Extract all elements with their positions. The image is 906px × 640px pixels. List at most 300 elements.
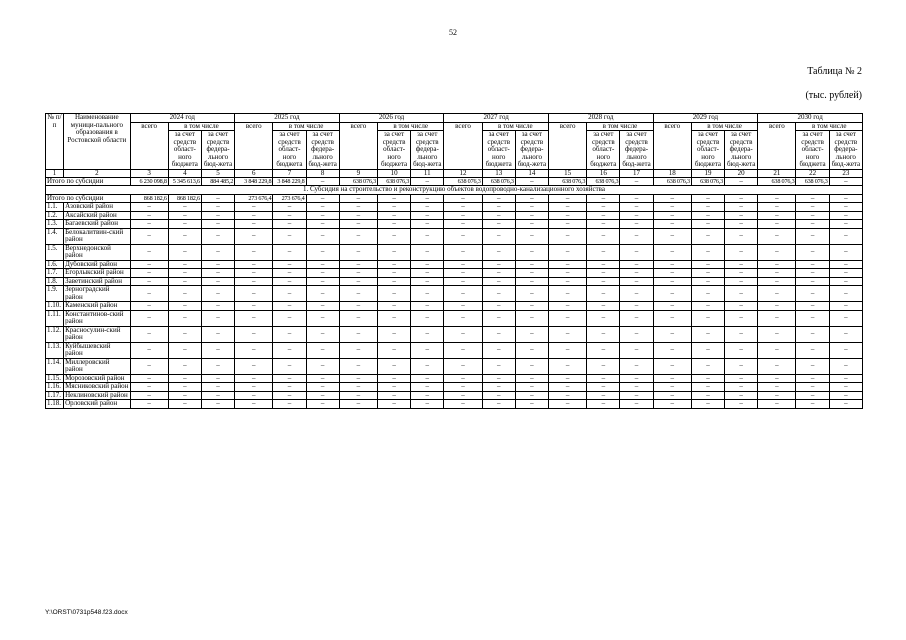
row-value: – xyxy=(482,269,515,278)
row-value: – xyxy=(758,211,796,220)
row-value: – xyxy=(691,383,724,392)
row-value: – xyxy=(168,277,201,286)
header-name: Наименование муници-пального образования в Ростовской области xyxy=(64,114,130,170)
header-year: 2028 год xyxy=(549,114,654,123)
row-value: – xyxy=(411,383,444,392)
total-row-value: 638 076,3 xyxy=(482,177,515,186)
row-number: 1.13. xyxy=(46,342,64,358)
section-total-value: – xyxy=(339,194,377,203)
section-total-value: 273 676,4 xyxy=(235,194,273,203)
row-value: – xyxy=(273,269,306,278)
header-total: всего xyxy=(339,122,377,169)
row-value: – xyxy=(758,203,796,212)
row-value: – xyxy=(549,326,587,342)
header-including: в том числе xyxy=(377,122,443,131)
row-value: – xyxy=(653,383,691,392)
row-value: – xyxy=(339,383,377,392)
row-value: – xyxy=(339,400,377,409)
row-value: – xyxy=(549,220,587,229)
row-district-name: Куйбышевский район xyxy=(64,342,130,358)
row-value: – xyxy=(515,400,548,409)
table-title: Таблица № 2 xyxy=(807,66,862,77)
row-value: – xyxy=(339,342,377,358)
total-row-value: 6 230 098,8 xyxy=(130,177,168,186)
section-total-row xyxy=(46,194,863,203)
header-including: в том числе xyxy=(482,122,548,131)
table-row xyxy=(46,220,863,229)
row-value: – xyxy=(273,358,306,374)
row-value: – xyxy=(482,244,515,260)
row-value: – xyxy=(273,374,306,383)
row-value: – xyxy=(201,358,234,374)
row-value: – xyxy=(377,391,410,400)
row-value: – xyxy=(620,260,653,269)
row-value: – xyxy=(168,400,201,409)
row-district-name: Неклиновский район xyxy=(64,391,130,400)
row-value: – xyxy=(691,391,724,400)
row-number: 1.11. xyxy=(46,310,64,326)
header-federal-budget: за счет средств федера-льного бюд-жета xyxy=(620,131,653,170)
row-district-name: Морозовский район xyxy=(64,374,130,383)
row-value: – xyxy=(796,244,829,260)
row-value: – xyxy=(168,374,201,383)
column-number: 16 xyxy=(587,169,620,177)
row-value: – xyxy=(235,302,273,311)
row-value: – xyxy=(444,326,482,342)
row-value: – xyxy=(201,310,234,326)
row-value: – xyxy=(587,310,620,326)
row-value: – xyxy=(691,400,724,409)
row-number: 1.1. xyxy=(46,203,64,212)
row-value: – xyxy=(691,203,724,212)
column-number: 14 xyxy=(515,169,548,177)
total-row-value: – xyxy=(829,177,862,186)
row-value: – xyxy=(377,342,410,358)
total-row-value: 638 076,3 xyxy=(339,177,377,186)
row-value: – xyxy=(444,244,482,260)
section-total-value: – xyxy=(829,194,862,203)
row-value: – xyxy=(620,374,653,383)
column-number: 18 xyxy=(653,169,691,177)
header-including: в том числе xyxy=(796,122,863,131)
row-value: – xyxy=(411,286,444,302)
column-number: 1 xyxy=(46,169,64,177)
row-district-name: Верхнедонской район xyxy=(64,244,130,260)
total-row xyxy=(46,177,863,186)
row-value: – xyxy=(587,391,620,400)
row-value: – xyxy=(411,310,444,326)
row-value: – xyxy=(130,211,168,220)
row-value: – xyxy=(130,203,168,212)
table-row xyxy=(46,358,863,374)
row-value: – xyxy=(130,358,168,374)
row-value: – xyxy=(796,400,829,409)
row-value: – xyxy=(201,269,234,278)
row-value: – xyxy=(235,260,273,269)
row-value: – xyxy=(620,277,653,286)
row-value: – xyxy=(620,228,653,244)
row-district-name: Егорлыкский район xyxy=(64,269,130,278)
total-row-value: 638 076,3 xyxy=(549,177,587,186)
row-value: – xyxy=(235,326,273,342)
row-value: – xyxy=(587,374,620,383)
row-number: 1.14. xyxy=(46,358,64,374)
header-including: в том числе xyxy=(273,122,339,131)
row-value: – xyxy=(549,286,587,302)
row-number: 1.7. xyxy=(46,269,64,278)
row-value: – xyxy=(306,260,339,269)
total-row-value: 5 345 613,6 xyxy=(168,177,201,186)
row-value: – xyxy=(130,342,168,358)
row-value: – xyxy=(201,277,234,286)
row-value: – xyxy=(306,228,339,244)
row-value: – xyxy=(306,374,339,383)
row-value: – xyxy=(725,400,758,409)
row-number: 1.8. xyxy=(46,277,64,286)
row-value: – xyxy=(377,220,410,229)
row-number: 1.16. xyxy=(46,383,64,392)
table-row xyxy=(46,203,863,212)
row-value: – xyxy=(796,228,829,244)
row-value: – xyxy=(482,302,515,311)
row-value: – xyxy=(549,260,587,269)
row-value: – xyxy=(482,400,515,409)
table-row xyxy=(46,326,863,342)
row-value: – xyxy=(273,342,306,358)
row-value: – xyxy=(339,286,377,302)
row-value: – xyxy=(725,220,758,229)
row-value: – xyxy=(235,400,273,409)
header-federal-budget: за счет средств федера-льного бюд-жета xyxy=(725,131,758,170)
row-value: – xyxy=(130,260,168,269)
table-row xyxy=(46,244,863,260)
row-value: – xyxy=(168,302,201,311)
header-federal-budget: за счет средств федера-льного бюд-жета xyxy=(201,131,234,170)
row-value: – xyxy=(515,342,548,358)
row-value: – xyxy=(758,391,796,400)
row-value: – xyxy=(273,302,306,311)
row-value: – xyxy=(201,374,234,383)
row-value: – xyxy=(829,260,862,269)
table-row xyxy=(46,277,863,286)
row-value: – xyxy=(306,302,339,311)
row-value: – xyxy=(620,391,653,400)
row-value: – xyxy=(130,302,168,311)
row-district-name: Белокалитвин-ский район xyxy=(64,228,130,244)
row-value: – xyxy=(796,260,829,269)
header-total: всего xyxy=(653,122,691,169)
row-value: – xyxy=(306,244,339,260)
row-value: – xyxy=(549,244,587,260)
row-value: – xyxy=(515,374,548,383)
row-value: – xyxy=(306,277,339,286)
row-value: – xyxy=(306,211,339,220)
section-total-value: 868 182,6 xyxy=(130,194,168,203)
row-value: – xyxy=(130,400,168,409)
row-value: – xyxy=(377,310,410,326)
row-value: – xyxy=(587,326,620,342)
section-total-value: – xyxy=(725,194,758,203)
row-value: – xyxy=(515,383,548,392)
section-total-value: – xyxy=(444,194,482,203)
row-value: – xyxy=(201,383,234,392)
row-value: – xyxy=(796,220,829,229)
row-value: – xyxy=(168,228,201,244)
file-path-footer: Y:\ORST\0731p548.f23.docx xyxy=(45,609,128,616)
row-value: – xyxy=(444,302,482,311)
column-number: 10 xyxy=(377,169,410,177)
row-district-name: Азовский район xyxy=(64,203,130,212)
row-value: – xyxy=(168,342,201,358)
row-value: – xyxy=(339,326,377,342)
row-value: – xyxy=(444,211,482,220)
row-value: – xyxy=(201,302,234,311)
row-value: – xyxy=(653,244,691,260)
row-value: – xyxy=(482,203,515,212)
row-value: – xyxy=(691,302,724,311)
row-value: – xyxy=(725,374,758,383)
column-number: 2 xyxy=(64,169,130,177)
row-value: – xyxy=(758,220,796,229)
header-year: 2026 год xyxy=(339,114,444,123)
row-value: – xyxy=(130,269,168,278)
row-value: – xyxy=(620,302,653,311)
row-value: – xyxy=(758,342,796,358)
row-value: – xyxy=(758,383,796,392)
row-value: – xyxy=(653,342,691,358)
row-district-name: Багаевский район xyxy=(64,220,130,229)
row-value: – xyxy=(587,211,620,220)
row-number: 1.5. xyxy=(46,244,64,260)
row-value: – xyxy=(168,244,201,260)
row-value: – xyxy=(829,302,862,311)
table-row xyxy=(46,310,863,326)
section-total-value: – xyxy=(201,194,234,203)
total-row-value: – xyxy=(725,177,758,186)
row-number: 1.10. xyxy=(46,302,64,311)
row-value: – xyxy=(411,326,444,342)
row-value: – xyxy=(758,326,796,342)
section-title-row xyxy=(46,186,863,195)
units-label: (тыс. рублей) xyxy=(805,90,862,101)
row-value: – xyxy=(515,302,548,311)
row-value: – xyxy=(725,244,758,260)
section-total-value: – xyxy=(587,194,620,203)
total-row-value: 638 076,3 xyxy=(758,177,796,186)
row-value: – xyxy=(168,203,201,212)
row-value: – xyxy=(653,391,691,400)
row-value: – xyxy=(201,244,234,260)
row-value: – xyxy=(444,400,482,409)
table-row xyxy=(46,391,863,400)
row-value: – xyxy=(339,203,377,212)
row-district-name: Зерноградский район xyxy=(64,286,130,302)
row-value: – xyxy=(339,244,377,260)
row-value: – xyxy=(235,228,273,244)
row-value: – xyxy=(796,374,829,383)
row-value: – xyxy=(796,342,829,358)
row-value: – xyxy=(482,220,515,229)
row-value: – xyxy=(587,286,620,302)
row-value: – xyxy=(515,277,548,286)
row-district-name: Дубовский район xyxy=(64,260,130,269)
header-total: всего xyxy=(549,122,587,169)
row-value: – xyxy=(796,277,829,286)
row-value: – xyxy=(235,203,273,212)
row-value: – xyxy=(691,244,724,260)
header-row-years xyxy=(46,114,863,123)
row-value: – xyxy=(377,326,410,342)
row-value: – xyxy=(444,220,482,229)
row-value: – xyxy=(725,326,758,342)
row-value: – xyxy=(829,326,862,342)
row-value: – xyxy=(306,358,339,374)
row-value: – xyxy=(549,374,587,383)
column-number: 9 xyxy=(339,169,377,177)
column-number: 23 xyxy=(829,169,862,177)
row-value: – xyxy=(377,203,410,212)
row-value: – xyxy=(587,228,620,244)
row-value: – xyxy=(758,260,796,269)
total-row-value: – xyxy=(620,177,653,186)
header-regional-budget: за счет средств област-ного бюджета xyxy=(796,131,829,170)
table-row xyxy=(46,269,863,278)
total-row-value: 638 076,3 xyxy=(796,177,829,186)
section-total-value: – xyxy=(620,194,653,203)
row-value: – xyxy=(620,244,653,260)
row-value: – xyxy=(130,326,168,342)
row-value: – xyxy=(235,220,273,229)
column-number: 12 xyxy=(444,169,482,177)
header-federal-budget: за счет средств федера-льного бюд-жета xyxy=(515,131,548,170)
row-value: – xyxy=(201,391,234,400)
row-value: – xyxy=(201,228,234,244)
row-value: – xyxy=(758,286,796,302)
row-value: – xyxy=(691,269,724,278)
row-value: – xyxy=(620,383,653,392)
row-value: – xyxy=(829,310,862,326)
header-num: № п/п xyxy=(46,114,64,170)
row-value: – xyxy=(482,391,515,400)
row-value: – xyxy=(411,228,444,244)
row-value: – xyxy=(339,310,377,326)
row-value: – xyxy=(339,269,377,278)
row-value: – xyxy=(549,383,587,392)
row-value: – xyxy=(377,374,410,383)
row-value: – xyxy=(829,391,862,400)
row-value: – xyxy=(444,228,482,244)
total-row-value: 638 076,3 xyxy=(653,177,691,186)
row-value: – xyxy=(482,211,515,220)
row-value: – xyxy=(482,260,515,269)
header-regional-budget: за счет средств област-ного бюджета xyxy=(482,131,515,170)
row-value: – xyxy=(725,228,758,244)
column-number: 4 xyxy=(168,169,201,177)
row-value: – xyxy=(725,310,758,326)
row-value: – xyxy=(829,211,862,220)
row-value: – xyxy=(691,310,724,326)
header-row-groups xyxy=(46,122,863,131)
section-total-label: Итого по субсидии xyxy=(46,194,131,203)
row-value: – xyxy=(482,374,515,383)
section-total-value: – xyxy=(796,194,829,203)
row-value: – xyxy=(130,310,168,326)
row-value: – xyxy=(377,228,410,244)
row-value: – xyxy=(339,220,377,229)
column-number: 22 xyxy=(796,169,829,177)
row-value: – xyxy=(691,260,724,269)
row-value: – xyxy=(515,260,548,269)
table-row xyxy=(46,260,863,269)
header-regional-budget: за счет средств област-ного бюджета xyxy=(168,131,201,170)
row-value: – xyxy=(235,358,273,374)
row-value: – xyxy=(549,342,587,358)
row-value: – xyxy=(201,220,234,229)
row-value: – xyxy=(725,203,758,212)
row-value: – xyxy=(587,277,620,286)
row-value: – xyxy=(444,391,482,400)
row-value: – xyxy=(273,277,306,286)
row-value: – xyxy=(653,286,691,302)
column-number: 6 xyxy=(235,169,273,177)
row-value: – xyxy=(653,228,691,244)
row-value: – xyxy=(620,286,653,302)
row-value: – xyxy=(587,358,620,374)
row-value: – xyxy=(235,269,273,278)
row-number: 1.15. xyxy=(46,374,64,383)
row-value: – xyxy=(758,269,796,278)
row-value: – xyxy=(653,302,691,311)
header-total: всего xyxy=(444,122,482,169)
row-value: – xyxy=(653,358,691,374)
row-value: – xyxy=(130,286,168,302)
row-value: – xyxy=(653,277,691,286)
row-value: – xyxy=(796,302,829,311)
row-number: 1.9. xyxy=(46,286,64,302)
row-value: – xyxy=(549,302,587,311)
header-total: всего xyxy=(758,122,796,169)
row-value: – xyxy=(339,277,377,286)
row-value: – xyxy=(339,358,377,374)
row-value: – xyxy=(620,220,653,229)
row-value: – xyxy=(587,203,620,212)
row-number: 1.4. xyxy=(46,228,64,244)
row-value: – xyxy=(796,310,829,326)
row-value: – xyxy=(482,286,515,302)
row-value: – xyxy=(653,374,691,383)
row-value: – xyxy=(515,358,548,374)
row-value: – xyxy=(168,358,201,374)
row-value: – xyxy=(411,391,444,400)
row-value: – xyxy=(758,244,796,260)
section-total-value: – xyxy=(411,194,444,203)
total-row-value: 3 848 229,8 xyxy=(273,177,306,186)
header-year: 2024 год xyxy=(130,114,235,123)
row-value: – xyxy=(653,269,691,278)
total-row-value: 638 076,3 xyxy=(377,177,410,186)
row-value: – xyxy=(829,277,862,286)
row-value: – xyxy=(444,374,482,383)
row-value: – xyxy=(235,211,273,220)
row-value: – xyxy=(829,383,862,392)
row-value: – xyxy=(482,277,515,286)
row-value: – xyxy=(377,286,410,302)
row-value: – xyxy=(796,269,829,278)
row-number: 1.2. xyxy=(46,211,64,220)
row-value: – xyxy=(587,220,620,229)
row-value: – xyxy=(168,286,201,302)
row-value: – xyxy=(758,302,796,311)
